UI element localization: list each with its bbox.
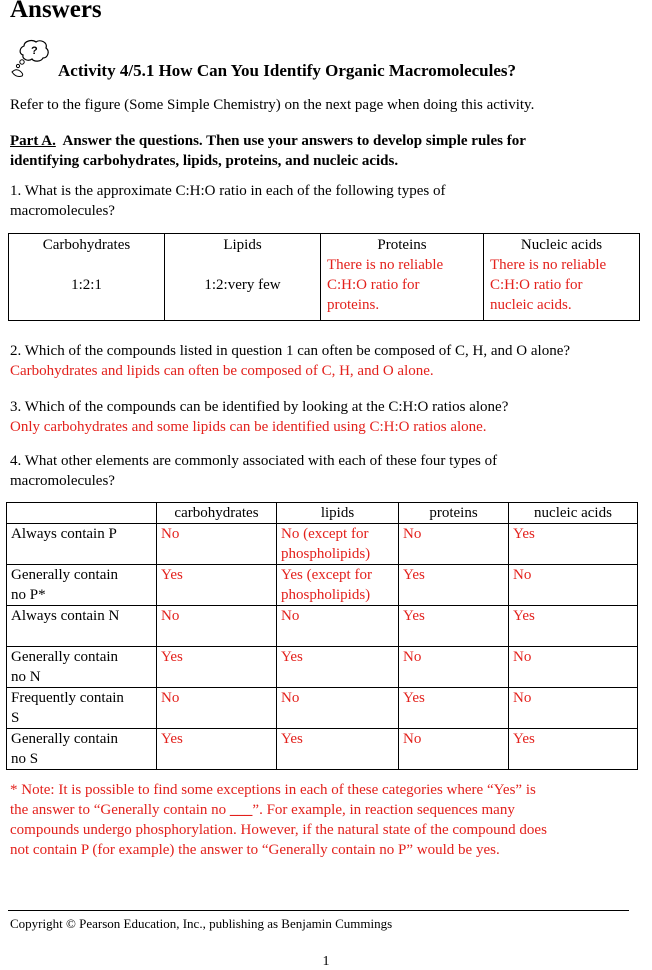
row-label-line1: Generally contain — [11, 567, 119, 583]
table-header-row — [7, 503, 638, 524]
note-blank: ___ — [229, 802, 253, 818]
cell-lipids-line2: phospholipids) — [281, 587, 371, 603]
cell-carbohydrates: No — [157, 606, 277, 647]
table-row — [7, 524, 638, 565]
page-title: Answers — [10, 0, 102, 23]
cell-carbohydrates: No — [157, 688, 277, 729]
cell-lipids — [277, 688, 399, 729]
table-row — [7, 647, 638, 688]
cell-lipids-line1: No — [281, 690, 300, 706]
q4-line2: macromolecules? — [10, 473, 115, 489]
ratio-table — [8, 233, 640, 321]
row-label-line2: S — [11, 710, 20, 726]
protein-answer-2: C:H:O ratio for — [327, 277, 420, 293]
elements-table — [6, 502, 638, 770]
protein-answer-3: proteins. — [327, 297, 380, 313]
note-line4: not contain P (for example) the answer to “Generally contain no P” would be yes. — [10, 842, 500, 858]
nucleic-answer-1: There is no reliable — [490, 257, 607, 273]
row-label — [7, 606, 157, 647]
header-carbohydrates: carbohydrates — [157, 503, 277, 524]
row-label-line1: Generally contain — [11, 731, 119, 747]
carb-ratio: 1:2:1 — [71, 277, 102, 293]
thinking-head-icon — [10, 38, 50, 78]
q2-answer: Carbohydrates and lipids can often be composed of C, H, and O alone. — [10, 363, 434, 379]
cell-nucleic-acids: No — [509, 565, 638, 606]
note-line2b: ”. For example, in reaction sequences many — [252, 802, 515, 818]
question-4 — [10, 451, 497, 491]
cell-proteins: Yes — [399, 688, 509, 729]
table-cell-nucleic-acids — [484, 234, 640, 321]
cell-carbohydrates: No — [157, 524, 277, 565]
nucleic-answer-2: C:H:O ratio for — [490, 277, 583, 293]
note-line1: * Note: It is possible to find some exceptions in each of these categories where “Yes” is — [10, 782, 536, 798]
cell-nucleic-acids: Yes — [509, 606, 638, 647]
header-proteins: proteins — [399, 503, 509, 524]
q3-answer: Only carbohydrates and some lipids can be identified using C:H:O ratios alone. — [10, 419, 487, 435]
row-label — [7, 688, 157, 729]
row-label — [7, 565, 157, 606]
cell-lipids — [277, 647, 399, 688]
table-row — [7, 729, 638, 770]
header-carbohydrates: Carbohydrates — [42, 237, 131, 253]
lipid-ratio: 1:2:very few — [204, 277, 281, 293]
q3-question: 3. Which of the compounds can be identified by looking at the C:H:O ratios alone? — [10, 399, 509, 415]
cell-nucleic-acids: Yes — [509, 524, 638, 565]
row-label-line2: no N — [11, 669, 41, 685]
q4-line1: 4. What other elements are commonly associated with each of these four types of — [10, 453, 498, 469]
nucleic-answer-3: nucleic acids. — [490, 297, 572, 313]
cell-lipids-line1: Yes — [281, 649, 303, 665]
cell-proteins: No — [399, 647, 509, 688]
row-label-line1: Frequently contain — [11, 690, 124, 706]
question-1 — [10, 181, 445, 221]
row-label — [7, 647, 157, 688]
cell-lipids — [277, 524, 399, 565]
cell-lipids — [277, 565, 399, 606]
table-row — [7, 688, 638, 729]
cell-lipids-line1: Yes (except for — [281, 567, 372, 583]
part-a-label: Part A. — [10, 133, 56, 149]
svg-text:?: ? — [31, 45, 38, 57]
header-lipids: lipids — [277, 503, 399, 524]
row-label-line2: no P* — [11, 587, 46, 603]
table-cell-carbohydrates — [9, 234, 165, 321]
part-a-line2: identifying carbohydrates, lipids, proteins, and nucleic acids. — [10, 153, 399, 169]
table-cell-proteins — [321, 234, 484, 321]
cell-nucleic-acids: Yes — [509, 729, 638, 770]
row-label-line2: no S — [11, 751, 39, 767]
note-line2a: the answer to “Generally contain no — [10, 802, 230, 818]
row-label-line1: Always contain N — [11, 608, 120, 624]
activity-title: Activity 4/5.1 How Can You Identify Organic Macromolecules? — [58, 61, 517, 80]
question-3 — [10, 397, 508, 437]
cell-carbohydrates: Yes — [157, 565, 277, 606]
header-lipids: Lipids — [223, 237, 262, 253]
cell-lipids-line1: No — [281, 608, 300, 624]
table-row — [7, 565, 638, 606]
cell-carbohydrates: Yes — [157, 647, 277, 688]
cell-lipids — [277, 729, 399, 770]
header-empty — [7, 503, 157, 524]
part-a-line1: Answer the questions. Then use your answers to develop simple rules for — [62, 133, 526, 149]
cell-proteins: Yes — [399, 565, 509, 606]
header-nucleic-acids: nucleic acids — [509, 503, 638, 524]
page-number: 1 — [322, 954, 330, 969]
table-row — [7, 606, 638, 647]
cell-lipids-line2: phospholipids) — [281, 546, 371, 562]
note-line3: compounds undergo phosphorylation. However, if the natural state of the compound does — [10, 822, 547, 838]
cell-proteins: Yes — [399, 606, 509, 647]
protein-answer-1: There is no reliable — [327, 257, 444, 273]
refer-text: Refer to the figure (Some Simple Chemistry) on the next page when doing this activity. — [10, 97, 535, 113]
cell-proteins: No — [399, 729, 509, 770]
part-a-instructions — [10, 131, 526, 171]
cell-proteins: No — [399, 524, 509, 565]
copyright: Copyright © Pearson Education, Inc., publishing as Benjamin Cummings — [10, 916, 393, 931]
footnote — [10, 780, 642, 860]
q1-line1: 1. What is the approximate C:H:O ratio in each of the following types of — [10, 183, 446, 199]
row-label — [7, 729, 157, 770]
row-label-line1: Always contain P — [11, 526, 117, 542]
q1-line2: macromolecules? — [10, 203, 115, 219]
header-nucleic-acids: Nucleic acids — [520, 237, 603, 253]
cell-lipids — [277, 606, 399, 647]
cell-nucleic-acids: No — [509, 647, 638, 688]
table-cell-lipids — [165, 234, 321, 321]
cell-nucleic-acids: No — [509, 688, 638, 729]
cell-lipids-line1: No (except for — [281, 526, 369, 542]
table-row — [9, 234, 640, 321]
q2-question: 2. Which of the compounds listed in question 1 can often be composed of C, H, and O alone? — [10, 343, 571, 359]
cell-carbohydrates: Yes — [157, 729, 277, 770]
cell-lipids-line1: Yes — [281, 731, 303, 747]
footer-divider — [8, 910, 629, 911]
header-proteins: Proteins — [377, 237, 427, 253]
row-label-line1: Generally contain — [11, 649, 119, 665]
row-label — [7, 524, 157, 565]
question-2 — [10, 341, 570, 381]
